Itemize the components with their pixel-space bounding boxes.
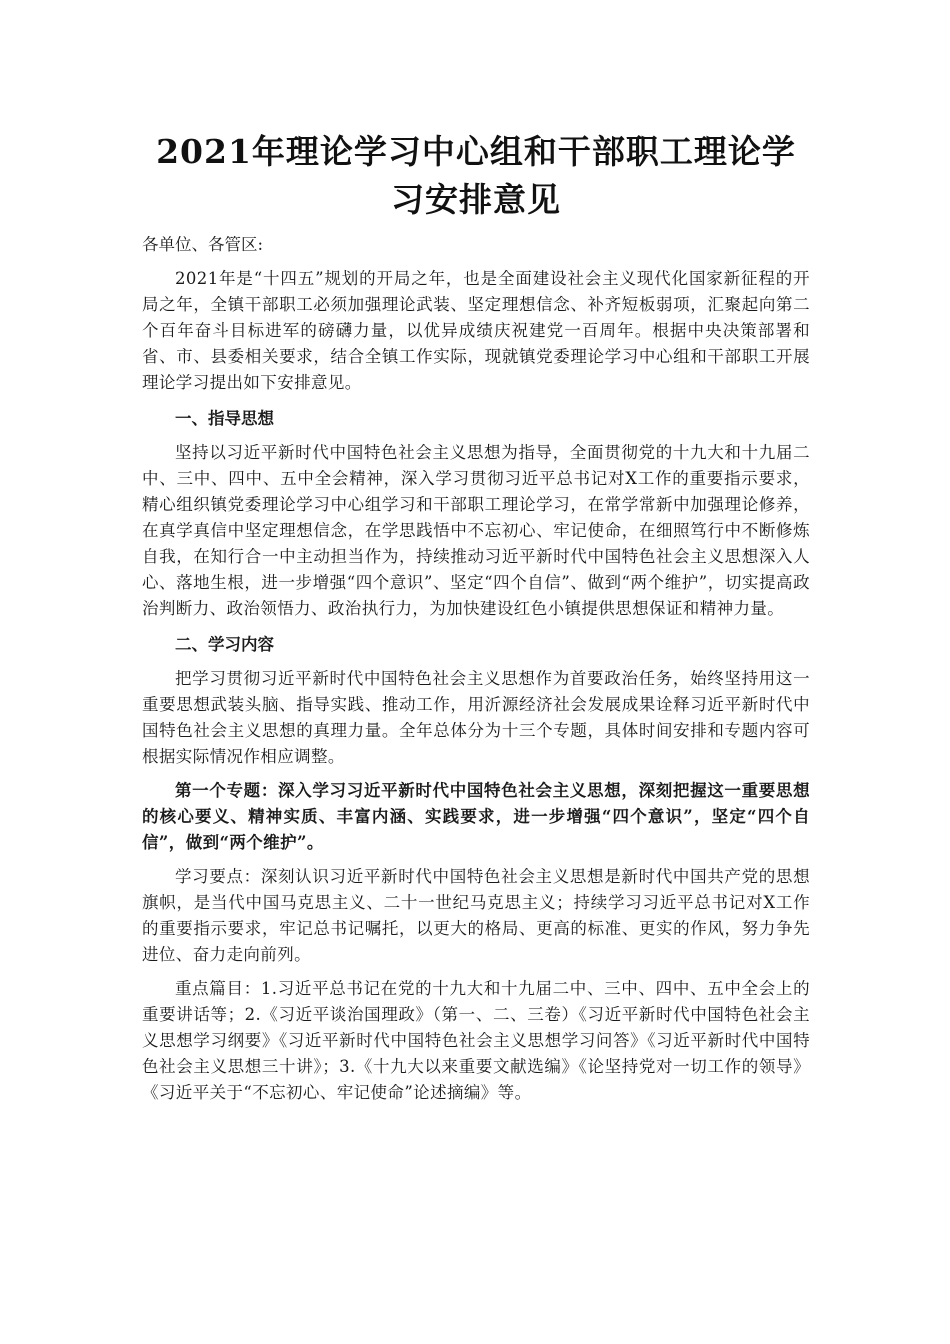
topic-one-heading: 第一个专题：深入学习习近平新时代中国特色社会主义思想，深刻把握这一重要思想的核心要义、精神实质、丰富内涵、实践要求，进一步增强“四个意识”，坚定“四个自信”，做到“两个维护”。	[142, 781, 810, 852]
document-body	[142, 128, 810, 1106]
document-title: 2021年理论学习中心组和干部职工理论学习安排意见	[156, 132, 796, 219]
study-content-paragraph: 把学习贯彻习近平新时代中国特色社会主义思想作为首要政治任务，始终坚持用这一重要思想武装头脑、指导实践、推动工作，用沂源经济社会发展成果诠释习近平新时代中国特色社会主义思想的真理力量。全年总体分为十三个专题，具体时间安排和专题内容可根据实际情况作相应调整。	[142, 669, 810, 766]
section-heading-study-content: 二、学习内容	[175, 635, 274, 654]
intro-paragraph: 2021年是“十四五”规划的开局之年，也是全面建设社会主义现代化国家新征程的开局之年，全镇干部职工必须加强理论武装、坚定理想信念、补齐短板弱项，汇聚起向第二个百年奋斗目标进军的磅礴力量，以优异成绩庆祝建党一百周年。根据中央决策部署和省、市、县委相关要求，结合全镇工作实际，现就镇党委理论学习中心组和干部职工开展理论学习提出如下安排意见。	[142, 269, 810, 392]
key-points-paragraph: 学习要点：深刻认识习近平新时代中国特色社会主义思想是新时代中国共产党的思想旗帜，是当代中国马克思主义、二十一世纪马克思主义；持续学习习近平总书记对X工作的重要指示要求，牢记总书记嘱托，以更大的格局、更高的标准、更实的作风，努力争先进位、奋力走向前列。	[142, 867, 810, 964]
salutation: 各单位、各管区:	[142, 235, 264, 254]
section-heading-guiding-ideology: 一、指导思想	[175, 409, 274, 428]
guiding-ideology-paragraph: 坚持以习近平新时代中国特色社会主义思想为指导，全面贯彻党的十九大和十九届二中、三中、四中、五中全会精神，深入学习贯彻习近平总书记对X工作的重要指示要求，精心组织镇党委理论学习中心组学习和干部职工理论学习，在常学常新中加强理论修养，在真学真信中坚定理想信念，在学思践悟中不忘初心、牢记使命，在细照笃行中不断修炼自我，在知行合一中主动担当作为，持续推动习近平新时代中国特色社会主义思想深入人心、落地生根，进一步增强“四个意识”、坚定“四个自信”、做到“两个维护”，切实提高政治判断力、政治领悟力、政治执行力，为加快建设红色小镇提供思想保证和精神力量。	[142, 443, 810, 618]
key-readings-paragraph: 重点篇目：1.习近平总书记在党的十九大和十九届二中、三中、四中、五中全会上的重要讲话等；2.《习近平谈治国理政》（第一、二、三卷）《习近平新时代中国特色社会主义思想学习纲要》《习近平新时代中国特色社会主义思想学习问答》《习近平新时代中国特色社会主义思想三十讲》；3.《十九大以来重要文献选编》《论坚持党对一切工作的领导》《习近平关于“不忘初心、牢记使命”论述摘编》等。	[142, 979, 810, 1102]
